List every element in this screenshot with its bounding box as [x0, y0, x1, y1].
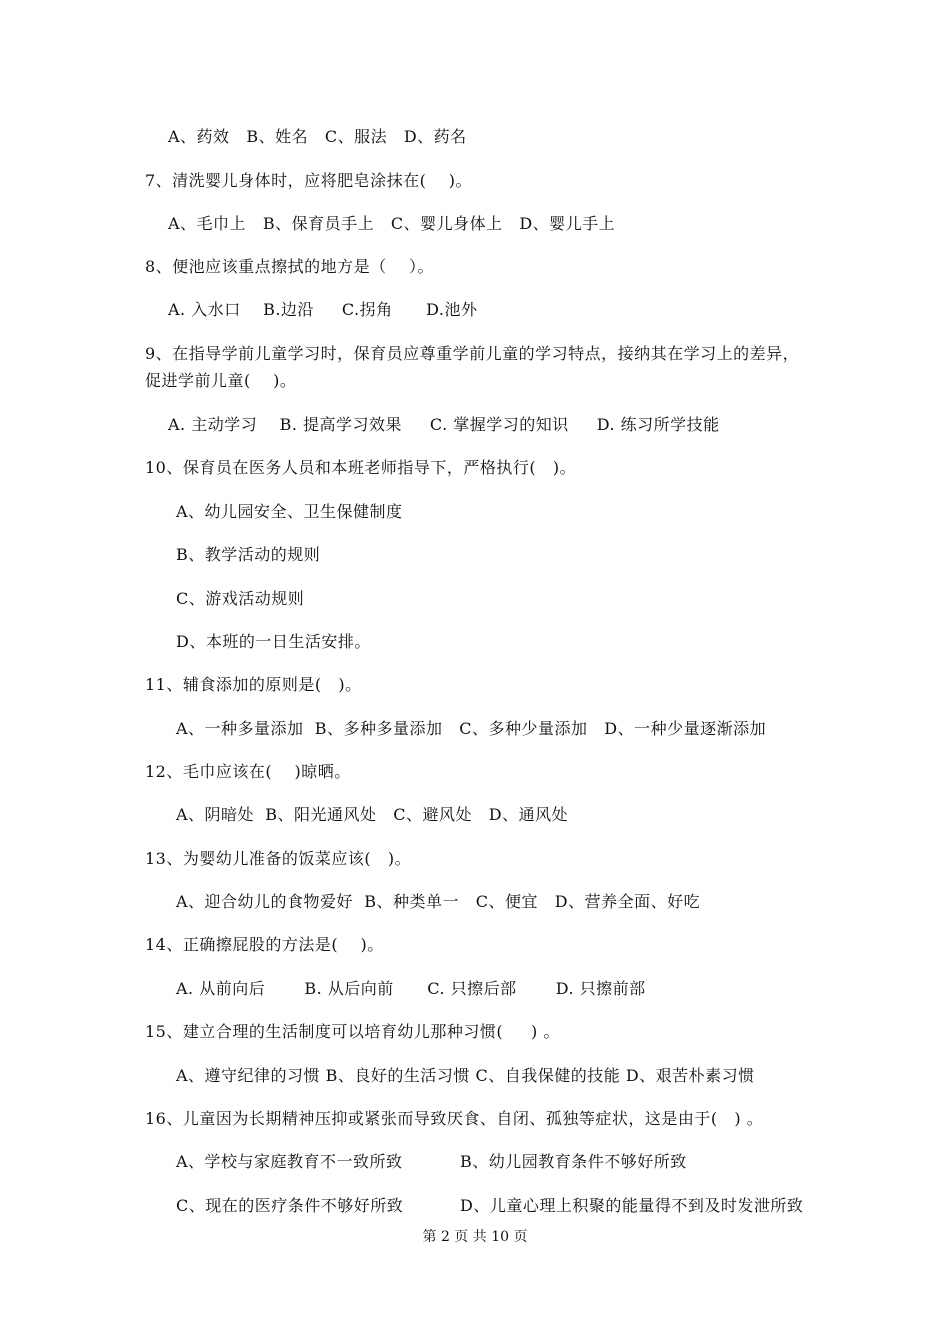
q9-question: 9、在指导学前儿童学习时，保育员应尊重学前儿童的学习特点，接纳其在学习上的差异，	[145, 344, 800, 363]
q10-option-c: C、游戏活动规则	[176, 589, 305, 608]
q9-question-continued: 促进学前儿童( )。	[145, 371, 297, 390]
q15-options: A、遵守纪律的习惯 B、良好的生活习惯 C、自我保健的技能 D、艰苦朴素习惯	[176, 1066, 755, 1085]
q16-question: 16、儿童因为长期精神压抑或紧张而导致厌食、自闭、孤独等症状，这是由于( ) 。	[145, 1109, 764, 1128]
q14-options: A. 从前向后 B. 从后向前 C. 只擦后部 D. 只擦前部	[176, 979, 646, 998]
q16-option-c: C、现在的医疗条件不够好所致	[176, 1196, 404, 1215]
q7-options: A、毛巾上 B、保育员手上 C、婴儿身体上 D、婴儿手上	[168, 214, 616, 233]
q11-options: A、一种多量添加 B、多种多量添加 C、多种少量添加 D、一种少量逐渐添加	[176, 719, 767, 738]
q6-options: A、药效 B、姓名 C、服法 D、药名	[168, 127, 467, 146]
q16-option-a: A、学校与家庭教育不一致所致	[176, 1152, 403, 1171]
q14-question: 14、正确擦屁股的方法是( )。	[145, 935, 384, 954]
q12-question: 12、毛巾应该在( )晾晒。	[145, 762, 351, 781]
page-number-footer: 第 2 页 共 10 页	[422, 1229, 528, 1245]
q10-option-b: B、教学活动的规则	[176, 545, 321, 564]
q16-option-d: D、儿童心理上积聚的能量得不到及时发泄所致	[460, 1196, 804, 1215]
q16-option-b: B、幼儿园教育条件不够好所致	[460, 1152, 687, 1171]
q8-question: 8、便池应该重点擦拭的地方是（ ）。	[145, 257, 435, 276]
q11-question: 11、辅食添加的原则是( )。	[145, 675, 362, 694]
q10-question: 10、保育员在医务人员和本班老师指导下，严格执行( )。	[145, 458, 577, 477]
q15-question: 15、建立合理的生活制度可以培育幼儿那种习惯( ) 。	[145, 1022, 560, 1041]
q10-option-a: A、幼儿园安全、卫生保健制度	[176, 502, 403, 521]
q9-options: A. 主动学习 B. 提高学习效果 C. 掌握学习的知识 D. 练习所学技能	[168, 415, 720, 434]
q7-question: 7、清洗婴儿身体时，应将肥皂涂抹在( )。	[145, 171, 473, 190]
q13-options: A、迎合幼儿的食物爱好 B、种类单一 C、便宜 D、营养全面、好吃	[176, 892, 701, 911]
q13-question: 13、为婴幼儿准备的饭菜应该( )。	[145, 849, 412, 868]
q12-options: A、阴暗处 B、阳光通风处 C、避风处 D、通风处	[176, 805, 569, 824]
q10-option-d: D、本班的一日生活安排。	[176, 632, 371, 651]
q8-options: A. 入水口 B.边沿 C.拐角 D.池外	[168, 300, 478, 319]
